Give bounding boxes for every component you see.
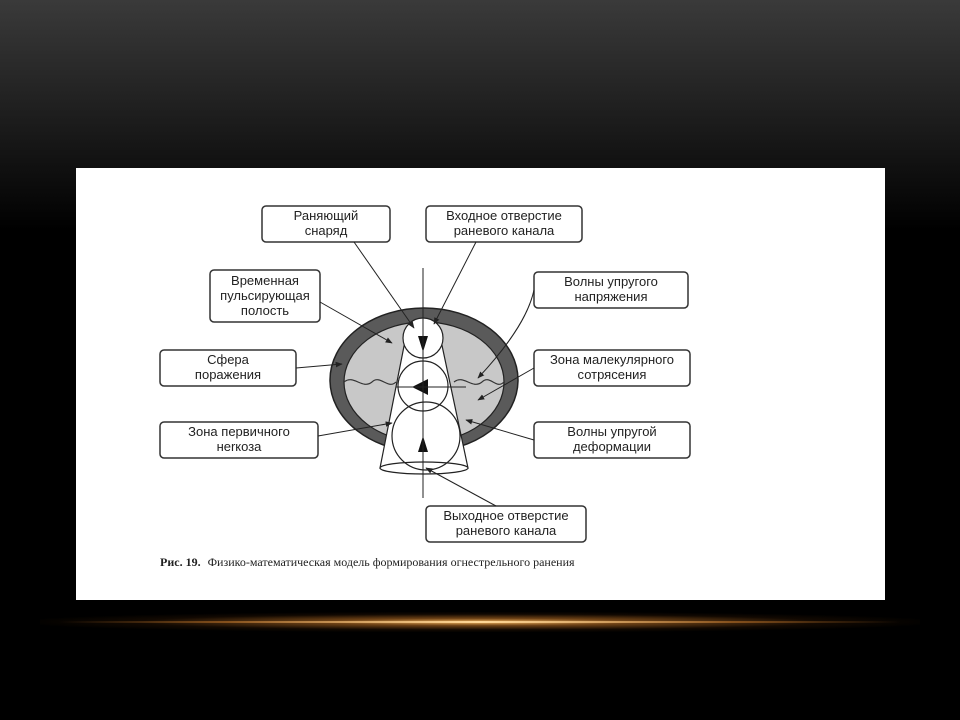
label-elastic-deformation-2: деформации [572, 439, 652, 454]
caption-bold: Рис. 19. [160, 555, 201, 569]
label-damage-sphere-2: поражения [194, 367, 262, 382]
label-primary-necrosis-1: Зона первичного [188, 424, 290, 439]
label-molecular-shock-1: Зона малекулярного [549, 352, 675, 367]
label-exit-hole-2: раневого канала [455, 523, 557, 538]
label-primary-necrosis-2: нerкоза [216, 439, 262, 454]
exit-ellipse [380, 462, 468, 474]
label-temporary-cavity-3: полость [240, 303, 290, 318]
caption-text: Физико-математическая модель формирования огнестрельного ранения [207, 555, 575, 569]
label-elastic-deformation-1: Волны упругой [567, 424, 657, 439]
slide-glow-line [60, 621, 900, 623]
label-entry-hole-1: Входное отверстие [446, 208, 562, 223]
label-damage-sphere-1: Сфера [207, 352, 249, 367]
wound-model-diagram [76, 168, 885, 600]
label-elastic-stress-1: Волны упругого [564, 274, 658, 289]
label-molecular-shock-2: сотрясения [577, 367, 647, 382]
label-entry-hole-2: раневого канала [453, 223, 555, 238]
pointer-exit-hole [426, 468, 496, 506]
label-temporary-cavity-2: пульсирующая [220, 288, 310, 303]
figure-panel [76, 168, 885, 600]
figure-caption [160, 555, 575, 569]
label-projectile-2: снаряд [304, 223, 348, 238]
label-exit-hole-1: Выходное отверстие [443, 508, 569, 523]
label-projectile-1: Раняющий [293, 208, 359, 223]
label-elastic-stress-2: напряжения [574, 289, 648, 304]
label-temporary-cavity-1: Временная [231, 273, 299, 288]
